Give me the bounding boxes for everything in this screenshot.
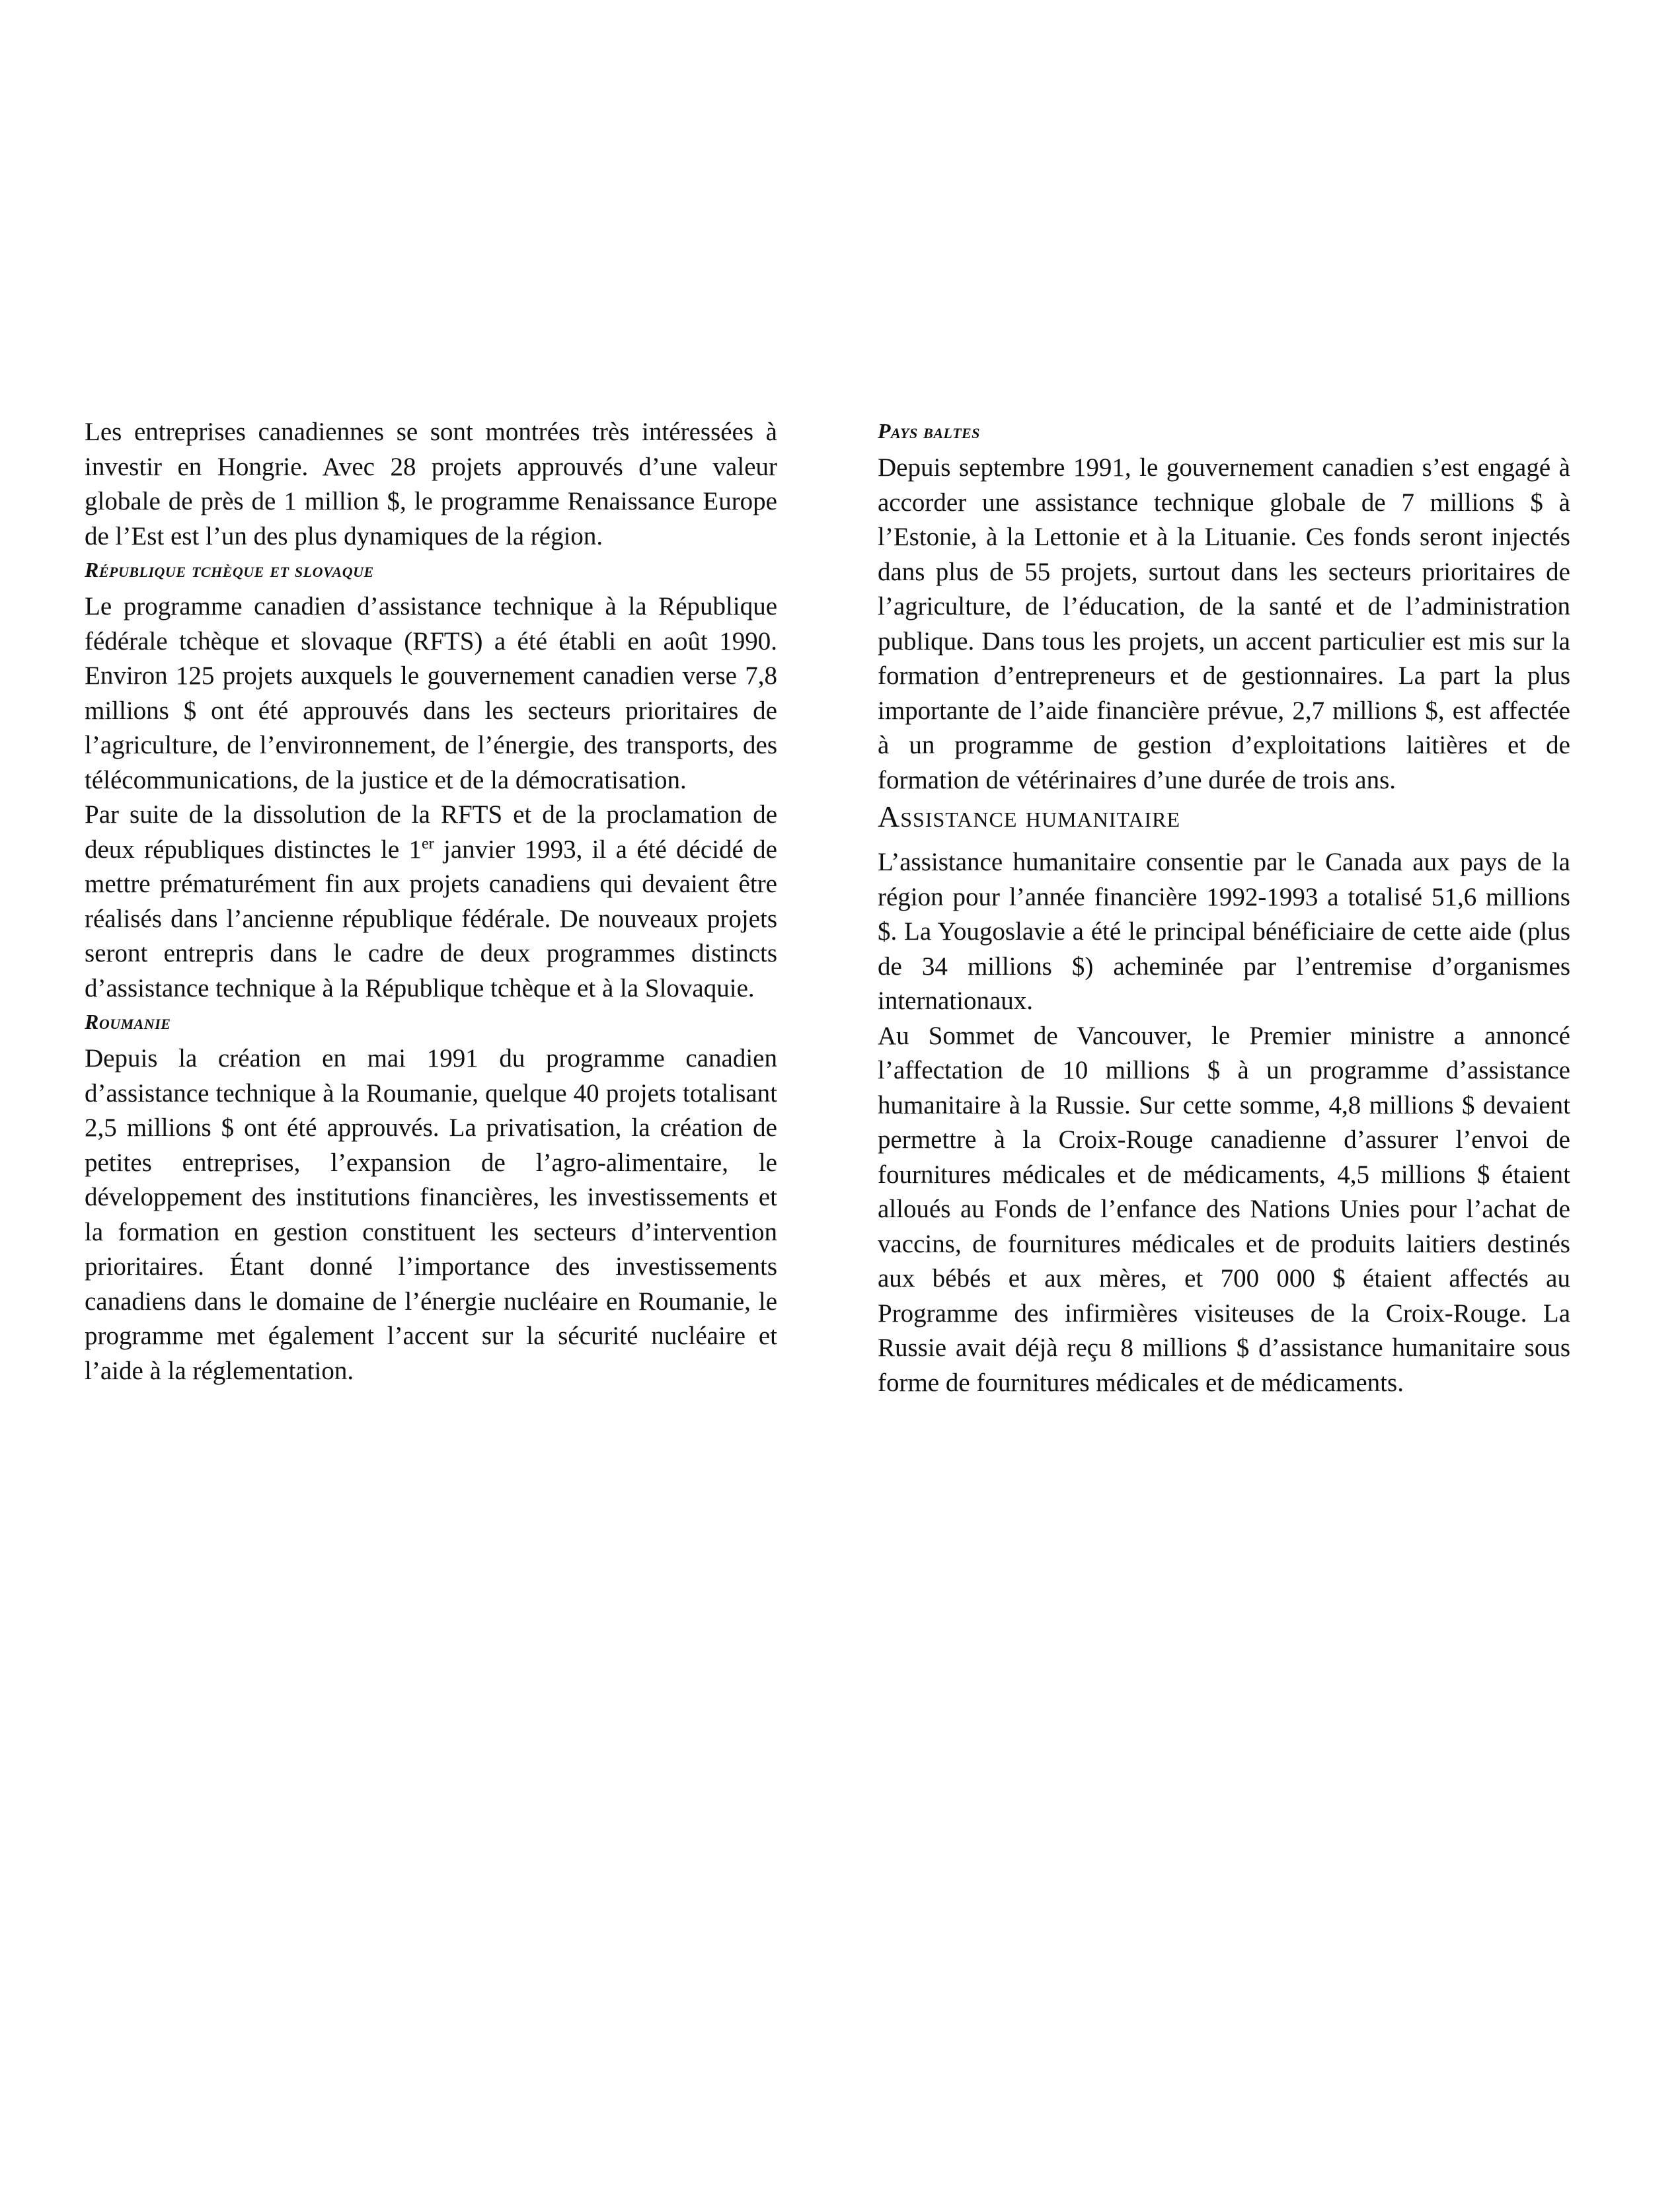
- paragraph-romania: Depuis la création en mai 1991 du programme canadien d’assistance technique à la Roumanie, quelque 40 projets totalisant 2,5 millions $ ont été approuvés. La privatisation, la création de petites entreprises, l’expansion de l’agro-alimentaire, le développement des institutions financières, les investissements et la formation en gestion constituent les secteurs d’intervention prioritaires. Étant donné l’importance des investissements canadiens dans le domaine de l’énergie nucléaire en Roumanie, le programme met également l’accent sur la sécurité nucléaire et l’aide à la réglementation.: [85, 1044, 777, 1385]
- heading-humanitarian-assistance: Assistance humanitaire: [878, 800, 1181, 833]
- heading-baltic-states: Pays baltes: [878, 419, 980, 443]
- heading-romania: Roumanie: [85, 1010, 171, 1034]
- right-column: [878, 415, 1570, 1400]
- paragraph-humanitarian-total: L’assistance humanitaire consentie par le Canada aux pays de la région pour l’année financière 1992-1993 a totalisé 51,6 millions $. La Yougoslavie a été le principal bénéficiaire de cette aide (plus de 34 millions $) acheminée par l’entremise d’organismes internationaux.: [878, 848, 1570, 1015]
- dissolution-superscript: er: [422, 835, 434, 852]
- dissolution-text-b: janvier 1993, il a été décidé de mettre prématurément fin aux projets canadiens qui devaient être réalisés dans l’ancienne république fédérale. De nouveaux projets seront entrepris dans le cadre de deux programmes distincts d’assistance technique à la République tchèque et à la Slovaquie.: [85, 835, 777, 1002]
- paragraph-czech-slovak-program: Le programme canadien d’assistance technique à la République fédérale tchèque et slovaque (RFTS) a été établi en août 1990. Environ 125 projets auxquels le gouvernement canadien verse 7,8 millions $ ont été approuvés dans les secteurs prioritaires de l’agriculture, de l’environnement, de l’énergie, des transports, des télécommunications, de la justice et de la démocratisation.: [85, 592, 777, 794]
- paragraph-vancouver-summit: Au Sommet de Vancouver, le Premier ministre a annoncé l’affectation de 10 millions $ à un programme d’assistance humanitaire à la Russie. Sur cette somme, 4,8 millions $ devaient permettre à la Croix-Rouge canadienne d’assurer l’envoi de fournitures médicales et de médicaments, 4,5 millions $ étaient alloués au Fonds de l’enfance des Nations Unies pour l’achat de vaccins, de fournitures médicales et de produits laitiers destinés aux bébés et aux mères, et 700 000 $ étaient affectés au Programme des infirmières visiteuses de la Croix-Rouge. La Russie avait déjà reçu 8 millions $ d’assistance humanitaire sous forme de fournitures médicales et de médicaments.: [878, 1021, 1570, 1397]
- dissolution-text-a: Par suite de la dissolution de la RFTS et de la proclamation de deux républiques distinctes le 1: [85, 800, 777, 864]
- left-column: [85, 415, 777, 1388]
- paragraph-hungary: Les entreprises canadiennes se sont montrées très intéressées à investir en Hongrie. Avec 28 projets approuvés d’une valeur globale de près de 1 million $, le programme Renaissance Europe de l’Est est l’un des plus dynamiques de la région.: [85, 418, 777, 550]
- paragraph-dissolution: [85, 798, 777, 1006]
- heading-czech-slovak: République tchèque et slovaque: [85, 558, 374, 582]
- paragraph-baltic-states: Depuis septembre 1991, le gouvernement canadien s’est engagé à accorder une assistance technique globale de 7 millions $ à l’Estonie, à la Lettonie et à la Lituanie. Ces fonds seront injectés dans plus de 55 projets, surtout dans les secteurs prioritaires de l’agriculture, de l’éducation, de la santé et de l’administration publique. Dans tous les projets, un accent particulier est mis sur la formation d’entrepreneurs et de gestionnaires. La part la plus importante de l’aide financière prévue, 2,7 millions $, est affectée à un programme de gestion d’exploitations laitières et de formation de vétérinaires d’une durée de trois ans.: [878, 453, 1570, 794]
